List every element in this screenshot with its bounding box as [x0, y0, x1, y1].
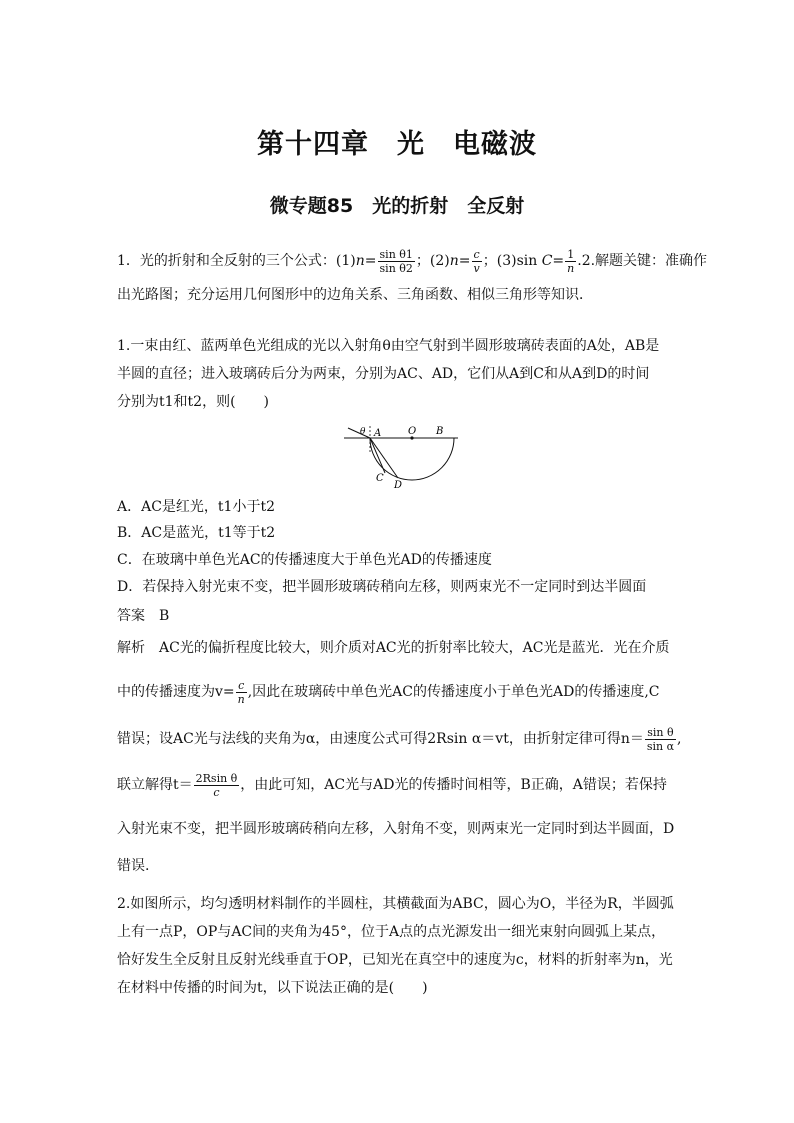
- q1-analysis-line-4: 联立解得t＝ $\frac{\text{2Rsin θ}}{c}$ ，由此可知，AC光与AD光的传播时间相等，B正确，A错误；若保持: [117, 771, 667, 799]
- q1-option-d: D．若保持入射光束不变，把半圆形玻璃砖稍向左移，则两束光不一定同时到达半圆面: [117, 579, 647, 595]
- intro-line-1: 1．光的折射和全反射的三个公式：(1)n= $\frac{\text{sin θ1}}{\text{sin θ2}}$ ；(2)n= $\frac{c}{v}$ ；(3)sin C= $\frac{1}{n}$ .2.解题关键：准确作: [117, 247, 708, 275]
- q1-option-c: C．在玻璃中单色光AC的传播速度大于单色光AD的传播速度: [117, 552, 492, 568]
- intro-line-2: 出光路图；充分运用几何图形中的边角关系、三角函数、相似三角形等知识．: [117, 287, 593, 303]
- q1-analysis-line-2: 中的传播速度为v= $\frac{c}{n}$ ,因此在玻璃砖中单色光AC的传播速度小于单色光AD的传播速度,C: [117, 678, 660, 706]
- figure-label-theta: θ: [360, 427, 366, 437]
- q2-line-2: 上有一点P，OP与AC间的夹角为45°，位于A点的点光源发出一细光束射向圆弧上某点，: [117, 924, 666, 940]
- figure-incident-ray: [348, 428, 370, 438]
- q1-line-1: 1.一束由红、蓝两单色光组成的光以入射角θ由空气射到半圆形玻璃砖表面的A处，AB是: [117, 338, 660, 354]
- q1-line-3: 分别为t1和t2，则( ): [117, 394, 269, 410]
- q1-analysis-line-6: 错误.: [117, 858, 150, 874]
- q2-line-1: 2.如图所示，均匀透明材料制作的半圆柱，其横截面为ABC，圆心为O，半径为R，半圆弧: [117, 896, 674, 912]
- formula-fraction: $\frac{\text{sin θ1}}{\text{sin θ2}}$: [379, 247, 413, 275]
- formula-fraction: $\frac{c}{n}$: [237, 678, 245, 706]
- chapter-title: 第十四章 光 电磁波: [257, 129, 537, 160]
- q1-option-a: A．AC是红光，t1小于t2: [117, 499, 275, 515]
- section-subtitle: 微专题85 光的折射 全反射: [269, 195, 525, 217]
- formula-fraction: $\frac{c}{v}$: [473, 247, 480, 275]
- formula-fraction: $\frac{1}{n}$: [567, 247, 575, 275]
- q1-analysis-line-5: 入射光束不变，把半圆形玻璃砖稍向左移，入射角不变，则两束光一定同时到达半圆面，D: [117, 821, 675, 837]
- formula-fraction: $\frac{\text{sin θ}}{\text{sin α}}$: [646, 725, 675, 753]
- q2-line-3: 恰好发生全反射且反射光线垂直于OP，已知光在真空中的速度为c，材料的折射率为n，光: [117, 952, 673, 968]
- q1-option-b: B．AC是蓝光，t1等于t2: [117, 525, 276, 541]
- figure-label-c: C: [376, 473, 384, 484]
- figure-ray-ad: [370, 438, 398, 478]
- q2-line-4: 在材料中传播的时间为t，以下说法正确的是( ): [117, 980, 428, 996]
- figure-label-b: B: [436, 426, 444, 437]
- q1-figure: [340, 418, 460, 490]
- figure-label-d: D: [394, 480, 403, 490]
- formula-fraction: $\frac{\text{2Rsin θ}}{c}$: [195, 771, 238, 799]
- q1-analysis-line-3: 错误；设AC光与法线的夹角为α，由速度公式可得2Rsin α＝vt，由折射定律可得n＝ $\frac{\text{sin θ}}{\text{sin α}}$ ,: [117, 725, 682, 753]
- q1-answer: 答案 B: [117, 608, 170, 624]
- figure-label-a: A: [374, 428, 382, 439]
- figure-label-o: O: [408, 426, 417, 437]
- q1-line-2: 半圆的直径；进入玻璃砖后分为两束，分别为AC、AD，它们从A到C和从A到D的时间: [117, 366, 650, 382]
- q1-analysis-line-1: 解析 AC光的偏折程度比较大，则介质对AC光的折射率比较大，AC光是蓝光．光在介质: [117, 640, 670, 656]
